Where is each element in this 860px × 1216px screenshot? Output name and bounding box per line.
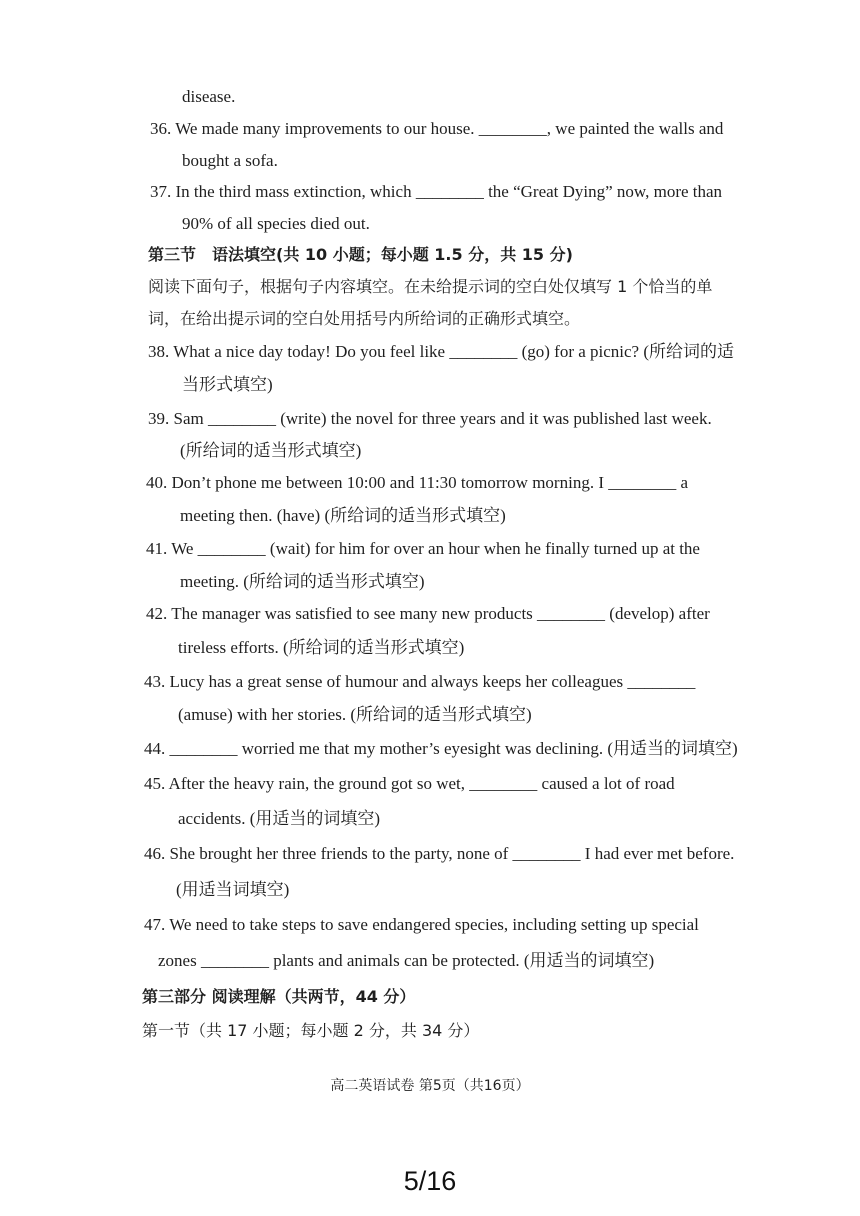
page-footer: 高二英语试卷 第5页（共16页） [330,1078,530,1094]
page-number: 5/16 [403,1166,457,1196]
text-line: zones ________ plants and animals can be protected. (用适当的词填空) [158,951,655,970]
text-line: 90% of all species died out. [182,214,370,233]
question-38: 38. What a nice day today! Do you feel like ________ (go) for a picnic? (所给词的适 [148,342,735,361]
question-40: 40. Don’t phone me between 10:00 and 11:30 tomorrow morning. I ________ a [146,473,689,492]
question-41: 41. We ________ (wait) for him for over an hour when he finally turned up at the [146,539,700,558]
question-47: 47. We need to take steps to save endangered species, including setting up special [144,915,699,934]
question-36: 36. We made many improvements to our house. ________, we painted the walls and [150,119,724,138]
question-45: 45. After the heavy rain, the ground got so wet, ________ caused a lot of road [144,774,675,793]
question-37: 37. In the third mass extinction, which ________ the “Great Dying” now, more than [150,182,723,201]
text-line: (amuse) with her stories. (所给词的适当形式填空) [178,705,532,724]
instructions-line: 词，在给出提示词的空白处用括号内所给词的正确形式填空。 [148,309,581,328]
question-43: 43. Lucy has a great sense of humour and always keeps her colleagues ________ [144,672,696,691]
question-39: 39. Sam ________ (write) the novel for three years and it was published last week. [148,409,712,428]
instructions-line: 阅读下面句子，根据句子内容填空。在未给提示词的空白处仅填写 1 个恰当的单 [148,277,713,296]
section-heading: 第三节 语法填空(共 10 小题；每小题 1.5 分，共 15 分) [148,245,573,264]
text-line: disease. [182,87,236,106]
text-line: meeting then. (have) (所给词的适当形式填空) [180,506,506,525]
text-line: tireless efforts. (所给词的适当形式填空) [178,638,465,657]
subsection-heading: 第一节（共 17 小题；每小题 2 分，共 34 分） [142,1021,480,1040]
text-line: bought a sofa. [182,151,278,170]
text-line: accidents. (用适当的词填空) [178,809,381,828]
text-line: 当形式填空) [182,375,273,394]
text-line: (所给词的适当形式填空) [180,441,362,460]
text-line: meeting. (所给词的适当形式填空) [180,572,425,591]
question-42: 42. The manager was satisfied to see many new products ________ (develop) after [146,604,710,623]
question-46: 46. She brought her three friends to the party, none of ________ I had ever met before. [144,844,735,863]
question-44: 44. ________ worried me that my mother’s eyesight was declining. (用适当的词填空) [144,739,738,758]
part-heading: 第三部分 阅读理解（共两节，44 分） [142,987,416,1006]
text-line: (用适当词填空) [176,880,290,899]
